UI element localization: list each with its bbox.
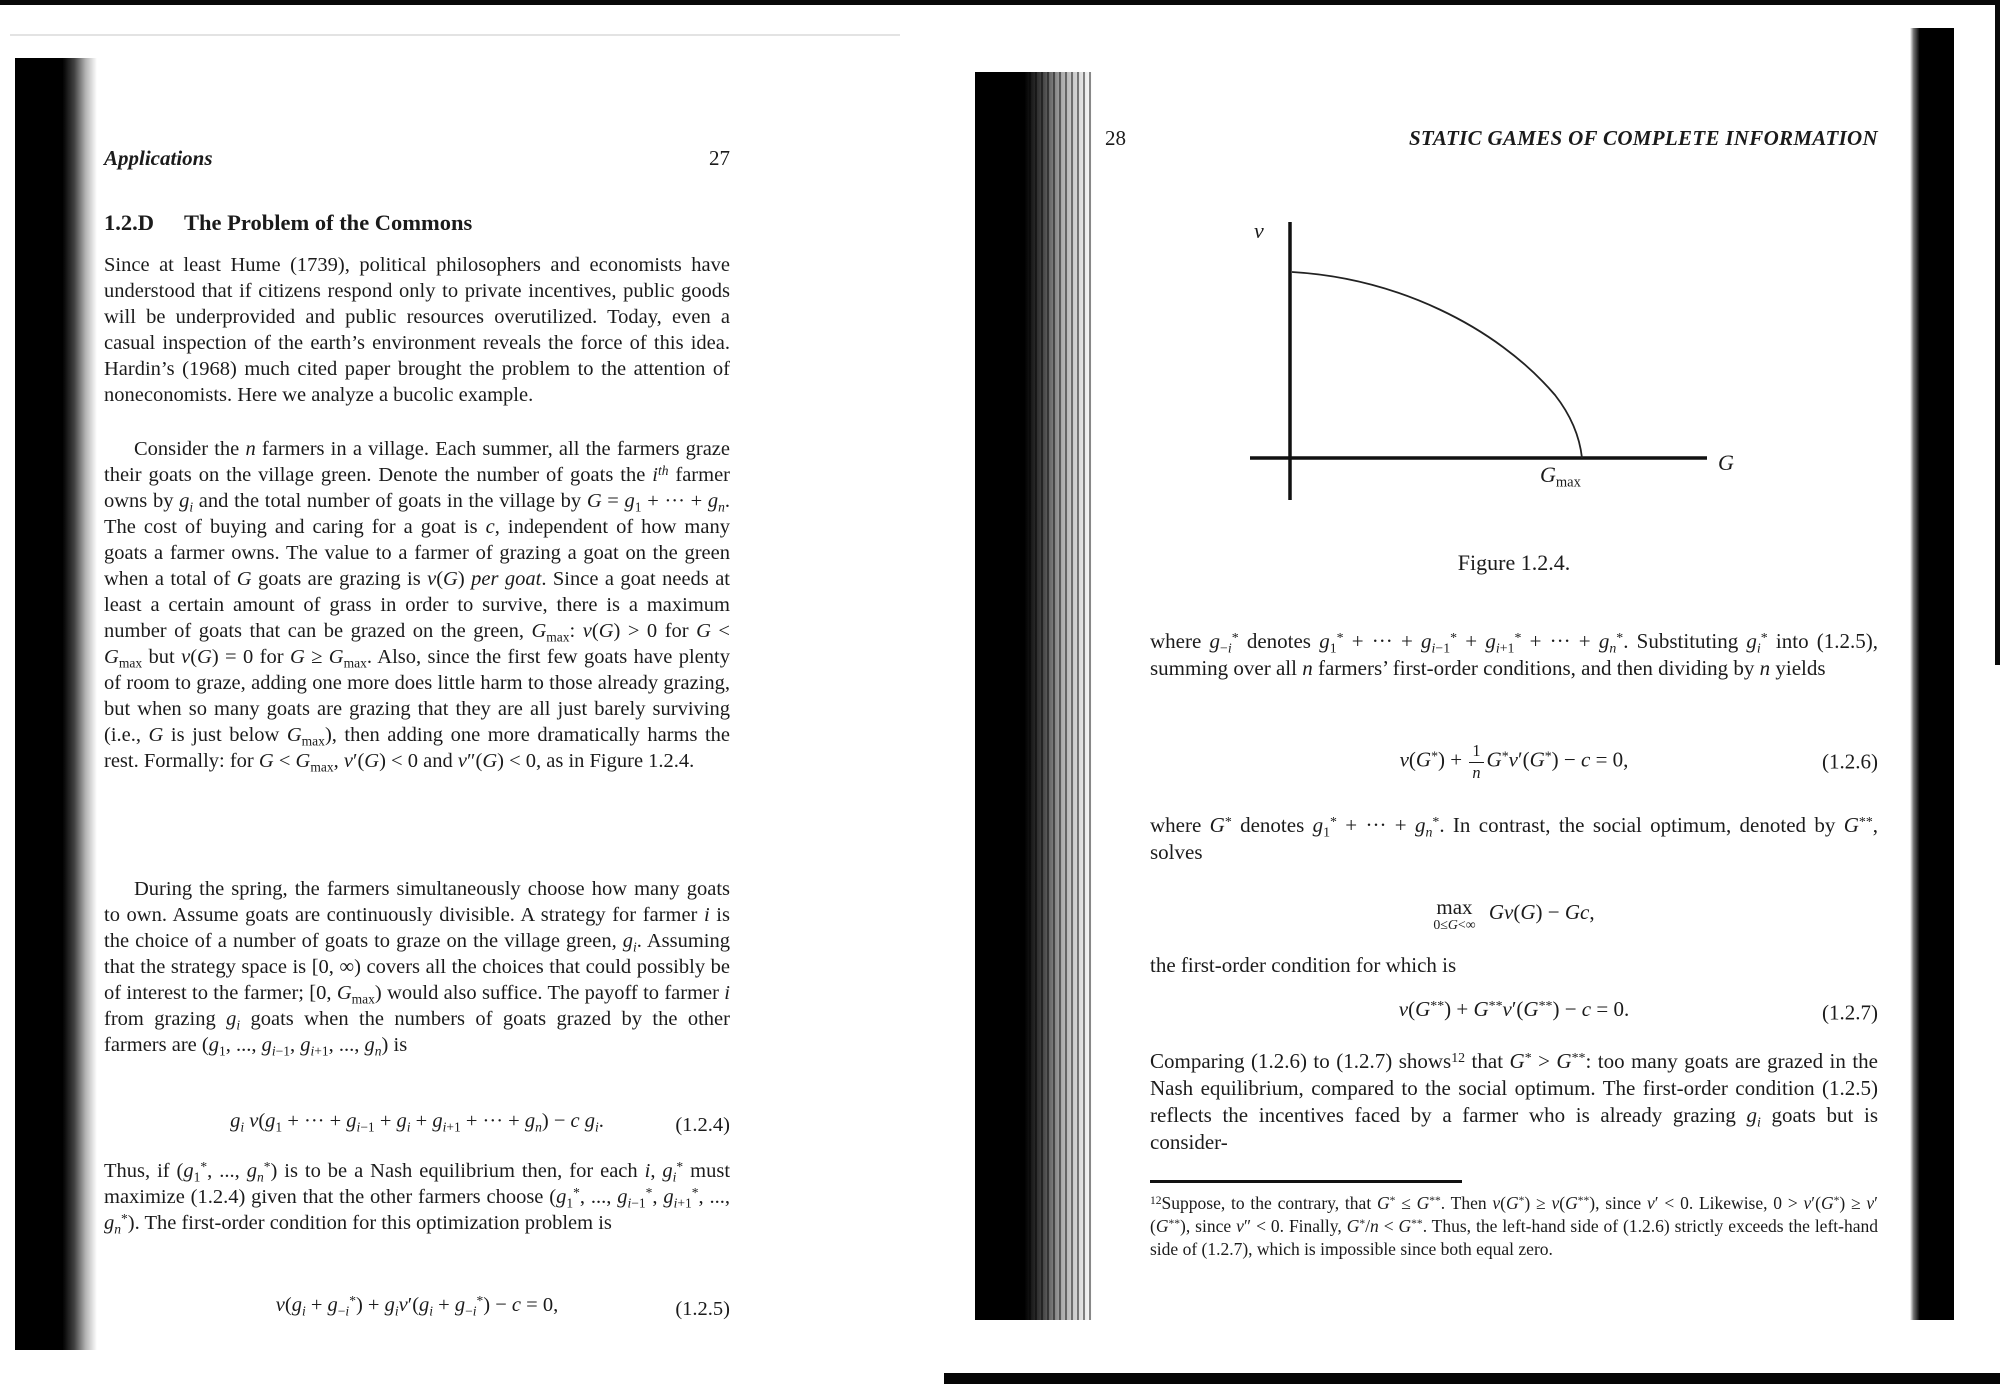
left-page-number: 27 <box>709 146 730 170</box>
scan-binding-gutter-shadow <box>975 72 1093 1320</box>
figure-caption: Figure 1.2.4. <box>1457 550 1571 575</box>
figure-value-curve <box>1292 272 1582 458</box>
equation-1-2-5-number: (1.2.5) <box>675 1298 730 1320</box>
scan-faint-line <box>10 34 900 36</box>
figure-x-axis-label: G <box>1718 450 1734 475</box>
scan-right-edge-line <box>1995 0 2000 665</box>
figure-y-axis-label: v <box>1254 218 1264 243</box>
footnote-12: $^{12}$Suppose, to the contrary, that G* ≤ G**. Then v(G*) ≥ v(G**), since v′ < 0. Likewise, 0 > v′(G*) ≥ v′(G**), since v″ < 0. Finally, G*/n < G**. Thus, the left-hand side of (1.2.6) strictly exceeds the left-hand side of (1.2.7), which is impossible since both equal zero. <box>1150 1193 1878 1259</box>
footnote-rule <box>1150 1180 1462 1183</box>
paragraph-strategy: During the spring, the farmers simultaneously choose how many goats to own. Assume goats are continuously divisible. A strategy for farmer i is the choice of a number of goats to graze on the village green, $g_i$. Assuming that the strategy space is [0, ∞) covers all the choices that could possibly be of interest to the farmer; [0, $G_{max}$) would also suffice. The payoff to farmer i from grazing $g_i$ goats when the numbers of goats grazed by the other farmers are ($g_1$, ..., $g_{i-1}$, $g_{i+1}$, ..., $g_n$) is <box>104 878 730 1059</box>
equation-1-2-5 <box>104 1292 730 1326</box>
equation-1-2-6-number: (1.2.6) <box>1822 749 1878 774</box>
equation-1-2-4-body: $g_i$ $v(g_1$ + ··· + $g_{i-1} + g_i + g_{i+1}$ + ··· + $g_n) - c$ $g_i$. <box>230 1110 604 1135</box>
scan-bottom-edge-bar <box>944 1373 2000 1384</box>
right-running-head: STATIC GAMES OF COMPLETE INFORMATION <box>1408 126 1878 150</box>
equation-1-2-4 <box>104 1108 730 1142</box>
scan-top-edge-bar <box>0 0 2000 5</box>
right-page-number: 28 <box>1105 126 1126 150</box>
equation-1-2-7-number: (1.2.7) <box>1822 1000 1878 1025</box>
section-number: 1.2.D <box>104 210 154 235</box>
section-title: The Problem of the Commons <box>184 210 473 235</box>
section-heading <box>104 210 730 236</box>
figure-1-2-4-plot <box>1235 210 1735 510</box>
equation-1-2-7-body: v(G**) + G**v′(G**) − c = 0. <box>1398 997 1630 1021</box>
figure-gmax-tick-label: $G_{max}$ <box>1540 462 1581 491</box>
scan-right-edge-shadow <box>1910 28 1954 1320</box>
equation-max-problem-body: max 0≤G<∞ Gv(G) − Gc, <box>1433 894 1595 932</box>
equation-1-2-4-number: (1.2.4) <box>675 1114 730 1136</box>
paragraph-substituting: where $g_{-i}^*$ denotes $g_1^*$ + ··· + $g_{i-1}^* + g_{i+1}^*$ + ··· + $g_n^*$. Substituting $g_i^*$ into (1.2.5), summing over all n farmers’ first-order conditions, and then dividing by n yields <box>1150 629 1879 680</box>
right-page-header <box>1105 126 1878 151</box>
equation-1-2-7 <box>1150 996 1878 1030</box>
left-page-header <box>104 146 730 171</box>
paragraph-social-optimum: where G* denotes $g_1^*$ + ··· + $g_n^*$. In contrast, the social optimum, denoted by G**, solves <box>1150 813 1878 864</box>
paragraph-intro: Since at least Hume (1739), political philosophers and economists have understood that if citizens respond only to private incentives, public goods will be underprovided and public resources overutilized. Today, even a casual inspection of the earth’s environment reveals the force of this idea. Hardin’s (1968) much cited paper brought the problem to the attention of noneconomists. Here we analyze a bucolic example. <box>104 254 730 406</box>
equation-1-2-5-body: $v(g_i + g_{-i}^*) + g_iv'(g_i + g_{-i}^*) - c = 0$, <box>275 1292 559 1319</box>
equation-1-2-6-body: v(G*) + $\frac{1}{n}$ G*v′(G*) − c = 0, <box>1399 741 1629 782</box>
equation-max-problem <box>1150 886 1878 942</box>
paragraph-foc-lead-in: the first-order condition for which is <box>1150 953 1457 977</box>
left-running-head: Applications <box>104 146 213 170</box>
scan-left-edge-shadow <box>15 58 97 1350</box>
paragraph-model-setup: Consider the n farmers in a village. Each summer, all the farmers graze their goats on the village green. Denote the number of goats the $i^{th}$ farmer owns by $g_i$ and the total number of goats in the village by $G = g_1$ + ··· + $g_n$. The cost of buying and caring for a goat is c, independent of how many goats a farmer owns. The value to a farmer of grazing a goat on the green when a total of G goats are grazing is v(G) per goat. Since a goat needs at least a certain amount of grass in order to survive, there is a maximum number of goats that can be grazed on the green, $G_{max}$: v(G) > 0 for $G < G_{max}$ but v(G) = 0 for $G \ge G_{max}$. Also, since the first few goats have plenty of room to graze, adding one more does little harm to those already grazing, but when so many goats are grazing that they are all just barely surviving (i.e., G is just below $G_{max}$), then adding one more dramatically harms the rest. Formally: for $G < G_{max}$, v′(G) < 0 and v″(G) < 0, as in Figure 1.2.4. <box>104 438 731 775</box>
equation-1-2-6 <box>1150 732 1878 792</box>
paragraph-nash: Thus, if ($g_1^*$, ..., $g_n^*$) is to be a Nash equilibrium then, for each i, $g_i^*$ must maximize (1.2.4) given that the other farmers choose ($g_1^*$, ..., $g_{i-1}^*$, $g_{i+1}^*$, ..., $g_n^*$). The first-order condition for this optimization problem is <box>104 1158 731 1237</box>
paragraph-comparison: Comparing (1.2.6) to (1.2.7) shows$^{12}$ that G* > G**: too many goats are grazed in the Nash equilibrium, compared to the social optimum. The first-order condition (1.2.5) reflects the incentives faced by a farmer who is already grazing $g_i$ goats but is consider- <box>1150 1049 1879 1154</box>
